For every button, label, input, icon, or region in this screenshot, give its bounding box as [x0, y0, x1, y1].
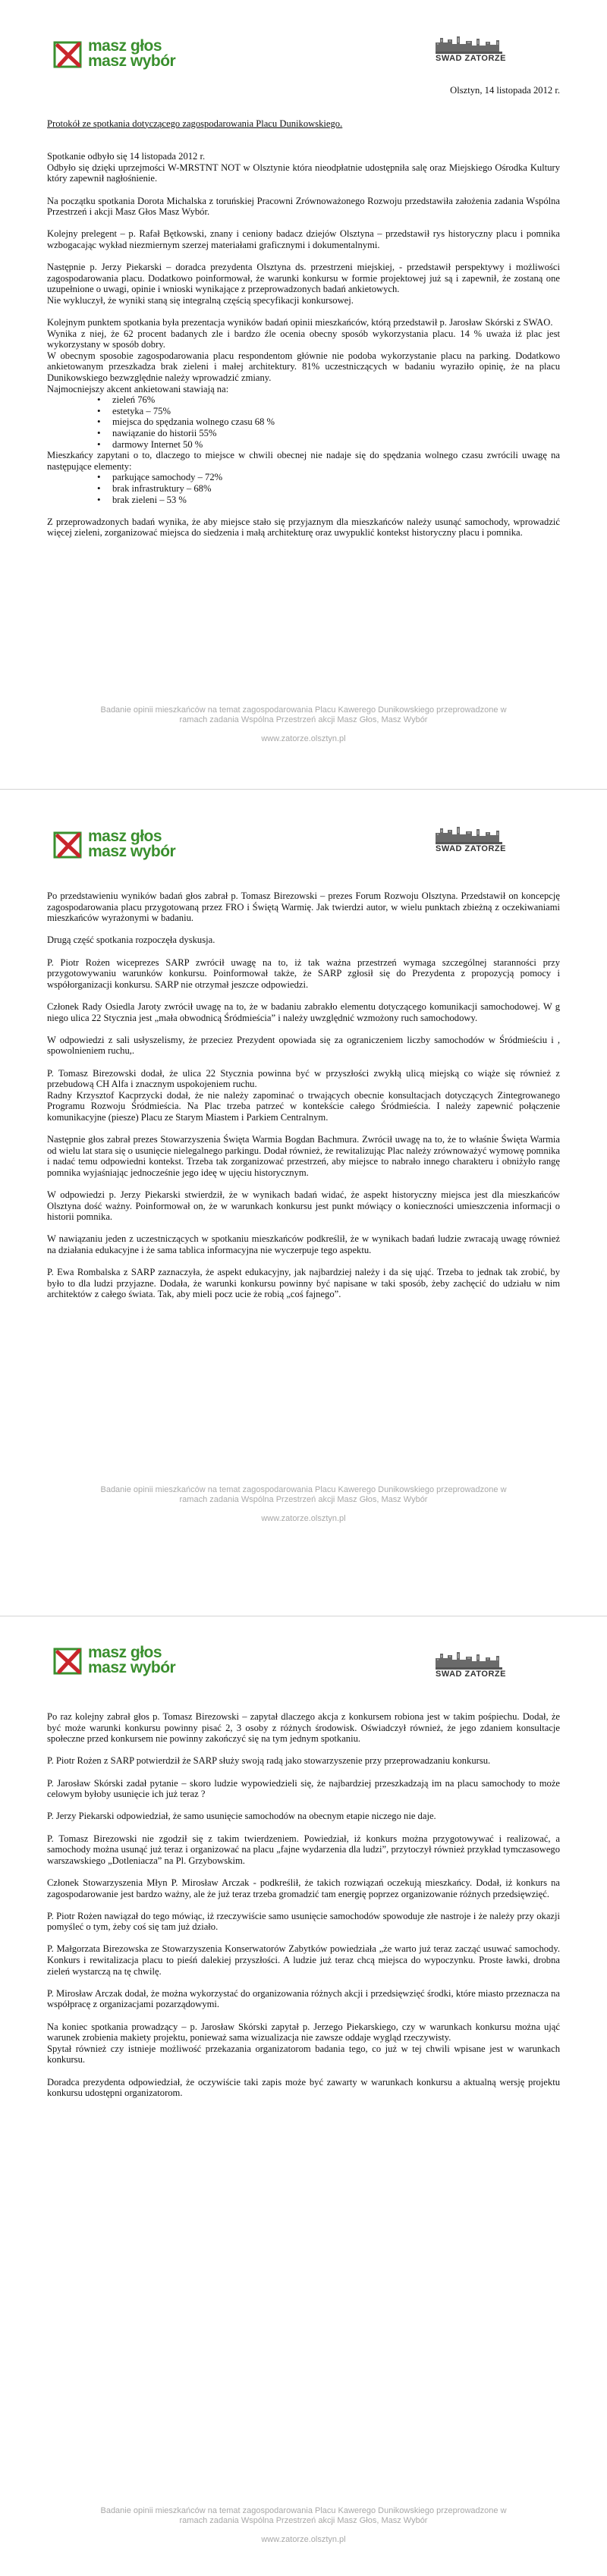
page-footer [76, 705, 531, 744]
problems-list [47, 472, 560, 505]
paragraph: Radny Krzysztof Kacprzycki dodał, że nie należy zapominać o trwających obecnie konsultacjach dotyczących Zintegrowanego Programu Rozwoju Śródmieścia. Na Plac trzeba patrzeć w kontekście całego Śródmieścia. I należy zapewnić połączenie komunikacyjne (piesze) Placu ze Starym Miastem i Parkiem Centralnym. [47, 1089, 560, 1123]
paragraph: Odbyło się dzięki uprzejmości W-MRSTNT NOT w Olsztynie która nieodpłatnie udostępniła salę oraz Miejskiego Ośrodka Kultury który zapewnił nagłośnienie. [47, 162, 560, 184]
logo-line-1: masz głos [88, 1644, 162, 1661]
logo-line-2: masz wybór [88, 52, 176, 70]
page-1-body [47, 85, 560, 550]
paragraph: P. Piotr Rożen nawiązał do tego mówiąc, iż rzeczywiście samo usunięcie samochodów spowoduje złe nastroje i że należy przy okazji pomyśleć o tym, żeby coś się tam już działo. [47, 1910, 560, 1933]
zatorze-logo [434, 1651, 507, 1681]
zatorze-text: SWAD ZATORZE [436, 54, 506, 63]
list-item: • nawiązanie do historii 55% [112, 428, 560, 439]
paragraph: Z przeprowadzonych badań wynika, że aby miejsce stało się przyjaznym dla mieszkańców należy usunąć samochody, wprowadzić więcej zieleni, zorganizować miejsca do siedzenia i małą architekturę oraz uwypuklić kontekst historyczny placu i pomnika. [47, 516, 560, 539]
masz-glos-logo [53, 827, 178, 863]
ballot-cross-icon [53, 830, 86, 860]
paragraph: P. Tomasz Birezowski nie zgodził się z takim twierdzeniem. Powiedział, iż konkurs można przygotowywać i realizować, a samochody można usunąć już teraz i organizować na placu „fajne wydarzenia dla ludzi”, przytoczył również przykład tymczasowego warszawskiego „Dotleniacza” na Pl. Grzybowskim. [47, 1833, 560, 1866]
zatorze-skyline-icon [434, 1651, 504, 1667]
zatorze-skyline-icon [434, 825, 504, 842]
list-item: • brak zieleni – 53 % [112, 495, 560, 506]
paragraph: W odpowiedzi z sali usłyszelismy, że przeciez Prezydent opowiada się za ograniczeniem liczby samochodów w Śródmieściu i , spowolnieniem ruchu,. [47, 1034, 560, 1057]
zatorze-logo [434, 35, 507, 65]
ballot-cross-icon [53, 39, 86, 70]
list-item: • parkujące samochody – 72% [112, 472, 560, 483]
paragraph: P. Piotr Rożen z SARP potwierdził że SARP służy swoją radą jako stowarzyszenie przy przeprowadzaniu konkursu. [47, 1755, 491, 1767]
paragraph: P. Mirosław Arczak dodał, że można wykorzystać do organizowania różnych akcji i przedsięwzięć środki, które miasto przeznacza na współpracę z organizacjami pozarządowymi. [47, 1987, 560, 2010]
paragraph: P. Tomasz Birezowski dodał, że ulica 22 Stycznia powinna być w przyszłości zwykłą ulicą miejską co wiąże się również z przebudową CH Alfa i znacznym uspokojeniem ruchu. [47, 1067, 560, 1090]
zatorze-text: SWAD ZATORZE [436, 1670, 506, 1679]
paragraph: Drugą część spotkania rozpoczęła dyskusja. [47, 935, 215, 946]
document-title: Protokół ze spotkania dotyczącego zagospodarowania Placu Dunikowskiego. [47, 118, 343, 129]
list-intro: Mieszkańcy zapytani o to, dlaczego to miejsce w chwili obecnej nie nadaje się do spędzania wolnego czasu zwrócili uwagę na następujące elementy: [47, 450, 560, 472]
footer-line-1: Badanie opinii mieszkańców na temat zagospodarowania Placu Kawerego Dunikowskiego przeprowadzone w [100, 1485, 507, 1494]
page-1 [0, 0, 607, 766]
paragraph: Następnie głos zabrał prezes Stowarzyszenia Święta Warmia Bogdan Bachmura. Zwrócił uwagę na to, że to właśnie Święta Warmia od wielu lat stara się o usunięcie nielegalnego parkingu. Dodał również, że rewitalizując Plac należy zrównoważyć wymowę pomnika i nadać temu odpowiedni kontekst. Trzeba tak zorganizować przestrzeń, aby miejsce to nabrało innego charakteru i obniżyło rangę pomnika wyjaśniając jednocześnie jego ideę w ujęciu historycznym. [47, 1134, 560, 1178]
list-item: • brak infrastruktury – 68% [112, 483, 560, 495]
paragraph: Kolejny prelegent – p. Rafał Bętkowski, znany i ceniony badacz dziejów Olsztyna – przedstawił rys historyczny placu i pomnika wzbogacając wykład niezmiernym szerzej materiałami graficznymi i dokumentalnymi. [47, 228, 560, 250]
page-2-body [47, 891, 560, 1312]
footer-line-2: ramach zadania Wspólna Przestrzeń akcji Masz Głos, Masz Wybór [179, 2516, 428, 2525]
list-intro: Najmocniejszy akcent ankietowani stawiają na: [47, 383, 229, 394]
footer-url: www.zatorze.olsztyn.pl [261, 2535, 346, 2544]
footer-line-1: Badanie opinii mieszkańców na temat zagospodarowania Placu Kawerego Dunikowskiego przeprowadzone w [100, 705, 507, 715]
page-footer [76, 2506, 531, 2545]
page-2 [0, 804, 607, 1608]
list-item: • estetyka – 75% [112, 406, 560, 417]
list-item: • zieleń 76% [112, 394, 560, 406]
page-3-body [47, 1711, 560, 2109]
logo-line-2: masz wybór [88, 843, 176, 860]
paragraph: Spytał również czy istnieje możliwość przekazania organizatorom badania tego, co już w tej chwili wpisane jest w warunkach konkursu. [47, 2043, 560, 2066]
list-item: • miejsca do spędzania wolnego czasu 68 % [112, 416, 560, 428]
paragraph: Następnie p. Jerzy Piekarski – doradca prezydenta Olsztyna ds. przestrzeni miejskiej, - przedstawił perspektywy i możliwości zagospodarowania placu. Dodatkowo poinformował, że warunki konkursu w formie projektowej już są i zapewnił, że zostaną one uzupełnione o uwagi, opinie i wnioski wynikające z przeprowadzonych badań ankietowych. [47, 262, 560, 295]
paragraph: Na koniec spotkania prowadzący – p. Jarosław Skórski zapytał p. Jerzego Piekarskiego, czy w warunkach konkursu można ująć warunek zrobienia makiety projektu, ponieważ sama wizualizacja nie zawsze oddaje wygląd rzeczywisty. [47, 2021, 560, 2044]
paragraph: P. Ewa Rombalska z SARP zaznaczyła, że aspekt edukacyjny, jak najbardziej należy i da się ująć. Trzeba to jednak tak zrobić, by było to dla ludzi przyjazne. Dodała, że warunki konkursu powinny być napisane w taki sposób, żeby zachęcić do udziału w nim architektów z całego świata. Tak, aby mieli pocz ucie że robią „coś fajnego”. [47, 1267, 560, 1300]
paragraph: Członek Rady Osiedla Jaroty zwrócił uwagę na to, że w badaniu zabrakło elementu dotyczącego komunikacji samochodowej. W g niego ulica 22 Stycznia jest „mała obwodnicą Śródmieścia” i należy uwzględnić wzmożony ruch samochodowy. [47, 1001, 560, 1023]
paragraph: W nawiązaniu jeden z uczestniczących w spotkaniu mieszkańców podkreślił, że w wynikach badań ludzie zwracają uwagę również na działania edukacyjne i że sama tablica informacyjna nie wyczerpuje tego aspektu. [47, 1233, 560, 1255]
paragraph: Nie wykluczył, że wyniki staną się integralną częścią specyfikacji konkursowej. [47, 294, 354, 306]
footer-url: www.zatorze.olsztyn.pl [261, 1514, 346, 1523]
document-date: Olsztyn, 14 listopada 2012 r. [450, 85, 560, 96]
footer-line-2: ramach zadania Wspólna Przestrzeń akcji Masz Głos, Masz Wybór [179, 715, 428, 724]
logo-line-1: masz głos [88, 37, 162, 55]
page-footer [76, 1485, 531, 1524]
logo-line-2: masz wybór [88, 1659, 176, 1676]
masz-glos-logo [53, 1643, 178, 1679]
footer-line-2: ramach zadania Wspólna Przestrzeń akcji Masz Głos, Masz Wybór [179, 1495, 428, 1504]
footer-line-1: Badanie opinii mieszkańców na temat zagospodarowania Placu Kawerego Dunikowskiego przeprowadzone w [100, 2506, 507, 2515]
footer-url: www.zatorze.olsztyn.pl [261, 734, 346, 743]
paragraph: P. Małgorzata Birezowska ze Stowarzyszenia Konserwatorów Zabytków powiedziała „że warto już teraz zacząć usuwać samochody. Konkurs i rewitalizacja placu to pieśń dalekiej przyszłości. A ludzie już teraz chcą miejsca do wypoczynku. Proste ławki, drobna zieleń wystarczą na tę chwilę. [47, 1943, 560, 1977]
paragraph: Członek Stowarzyszenia Młyn P. Mirosław Arczak - podkreślił, że takich rozwiązań oczekują mieszkańcy. Dodał, iż konkurs na zagospodarowanie jest bardzo ważny, ale że już teraz trzeba gromadzić tam energię poprzez organizowanie różnych przedsięwzięć. [47, 1877, 560, 1899]
paragraph: Po raz kolejny zabrał głos p. Tomasz Birezowski – zapytał dlaczego akcja z konkursem robiona jest w takim pośpiechu. Dodał, że być może warunki konkursu powinny pisać 2, 3 osoby z różnych środowisk. Oświadczył również, że jego zdaniem konsultacje społeczne przed konkursem nie powinny zakończyć się na tym jednym spotkaniu. [47, 1711, 560, 1745]
zatorze-logo [434, 825, 507, 856]
page-separator [0, 789, 607, 790]
paragraph: Spotkanie odbyło się 14 listopada 2012 r. [47, 151, 206, 162]
paragraph: P. Jarosław Skórski zadał pytanie – skoro ludzie wypowiedzieli się, że najbardziej przeszkadzają im na placu samochody to może celowym byłoby usunięcie ich już teraz ? [47, 1777, 560, 1800]
masz-glos-logo [53, 36, 178, 73]
paragraph: Na początku spotkania Dorota Michalska z toruńskiej Pracowni Zrównoważonego Rozwoju przedstawiła założenia zadania Wspólna Przestrzeń i akcji Masz Głos Masz Wybór. [47, 195, 560, 218]
preferences-list [47, 394, 560, 450]
paragraph: P. Piotr Rożen wiceprezes SARP zwrócił uwagę na to, iż tak ważna przestrzeń wymaga szczególnej staranności przy przygotowywaniu warunków konkursu. Poinformował także, że SARP zgłosił się do Prezydenta z propozycją pomocy i współorganizacji konkursu. SARP nie otrzymał jeszcze odpowiedzi. [47, 957, 560, 990]
paragraph: P. Jerzy Piekarski odpowiedział, że samo usunięcie samochodów na obecnym etapie niczego nie daje. [47, 1811, 436, 1822]
paragraph: W obecnym sposobie zagospodarowania placu respondentom głównie nie podoba wykorzystanie placu na parking. Dodatkowo ankietowanym przeszkadza brak zieleni i małej architektury. 81% uczestniczących w badaniu wyraziło opinię, że na placu Dunikowskiego bezwzględnie należy wprowadzić zmiany. [47, 350, 560, 384]
paragraph: Doradca prezydenta odpowiedział, że oczywiście taki zapis może być zawarty w warunkach konkursu a aktualną wersję projektu konkursu udostępni organizatorom. [47, 2076, 560, 2099]
ballot-cross-icon [53, 1646, 86, 1676]
paragraph: Po przedstawieniu wyników badań głos zabrał p. Tomasz Birezowski – prezes Forum Rozwoju Olsztyna. Przedstawił on koncepcję zagospodarowania placu przygotowaną przez FRO i Świętą Warmię. Jak twierdzi autor, w wielu punktach zbieżną z oczekiwaniami mieszkańców wyrażonymi w badaniu. [47, 891, 560, 924]
paragraph: Wynika z niej, że 62 procent badanych zle i bardzo źle ocenia obecny sposób wykorzystania placu. 14 % uważa iż plac jest wykorzystany w sposób dobry. [47, 328, 560, 350]
zatorze-text: SWAD ZATORZE [436, 844, 506, 853]
logo-line-1: masz głos [88, 828, 162, 845]
paragraph: W odpowiedzi p. Jerzy Piekarski stwierdził, że w wynikach badań widać, że aspekt historyczny miejsca jest dla mieszkańców Olsztyna dość ważny. Poinformował on, że w warunkach konkursu jest punkt mówiący o konieczności umieszczenia informacji o historii pomnika. [47, 1189, 560, 1223]
list-item: • darmowy Internet 50 % [112, 439, 560, 451]
zatorze-skyline-icon [434, 35, 504, 52]
page-3 [0, 1631, 607, 2576]
paragraph: Kolejnym punktem spotkania była prezentacja wyników badań opinii mieszkańców, którą przedstawił p. Jarosław Skórski z SWAO. [47, 317, 553, 328]
